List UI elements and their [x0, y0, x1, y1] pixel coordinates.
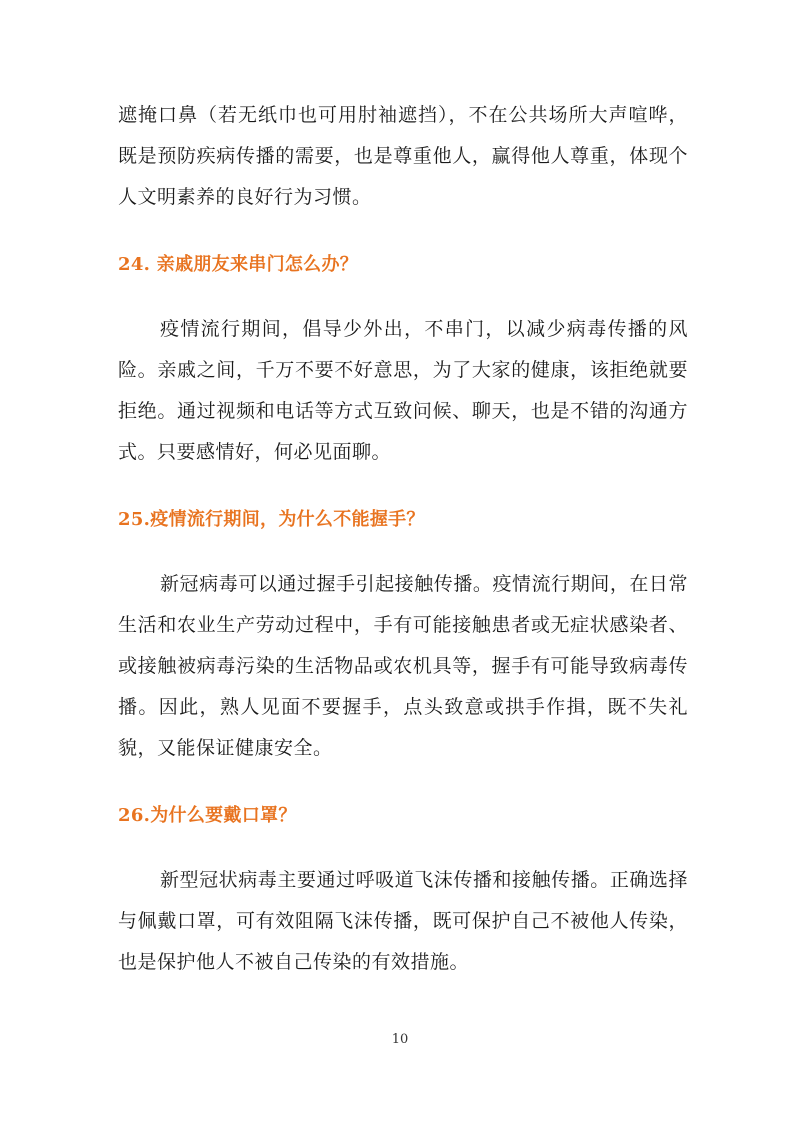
section-heading-24: 24. 亲戚朋友来串门怎么办？	[118, 254, 359, 275]
section-paragraph-26: 新型冠状病毒主要通过呼吸道飞沫传播和接触传播。正确选择与佩戴口罩，可有效阻隔飞沫传播，既可保护自己不被他人传染，也是保护他人不被自己传染的有效措施。	[118, 869, 688, 973]
continued-paragraph: 遮掩口鼻（若无纸巾也可用肘袖遮挡），不在公共场所大声喧哗，既是预防疾病传播的需要，也是尊重他人，赢得他人尊重，体现个人文明素养的良好行为习惯。	[118, 104, 688, 208]
section-paragraph-24: 疫情流行期间，倡导少外出，不串门，以减少病毒传播的风险。亲戚之间，千万不要不好意思，为了大家的健康，该拒绝就要拒绝。通过视频和电话等方式互致问候、聊天，也是不错的沟通方式。只要感情好，何必见面聊。	[118, 318, 688, 463]
section-heading-26: 26.为什么要戴口罩？	[118, 805, 297, 826]
document-body	[118, 95, 688, 983]
section-heading-25: 25.疫情流行期间，为什么不能握手？	[118, 509, 425, 530]
page-number: 10	[391, 1032, 409, 1047]
section-paragraph-25: 新冠病毒可以通过握手引起接触传播。疫情流行期间，在日常生活和农业生产劳动过程中，手有可能接触患者或无症状感染者、或接触被病毒污染的生活物品或农机具等，握手有可能导致病毒传播。因此，熟人见面不要握手，点头致意或拱手作揖，既不失礼貌，又能保证健康安全。	[118, 573, 688, 759]
